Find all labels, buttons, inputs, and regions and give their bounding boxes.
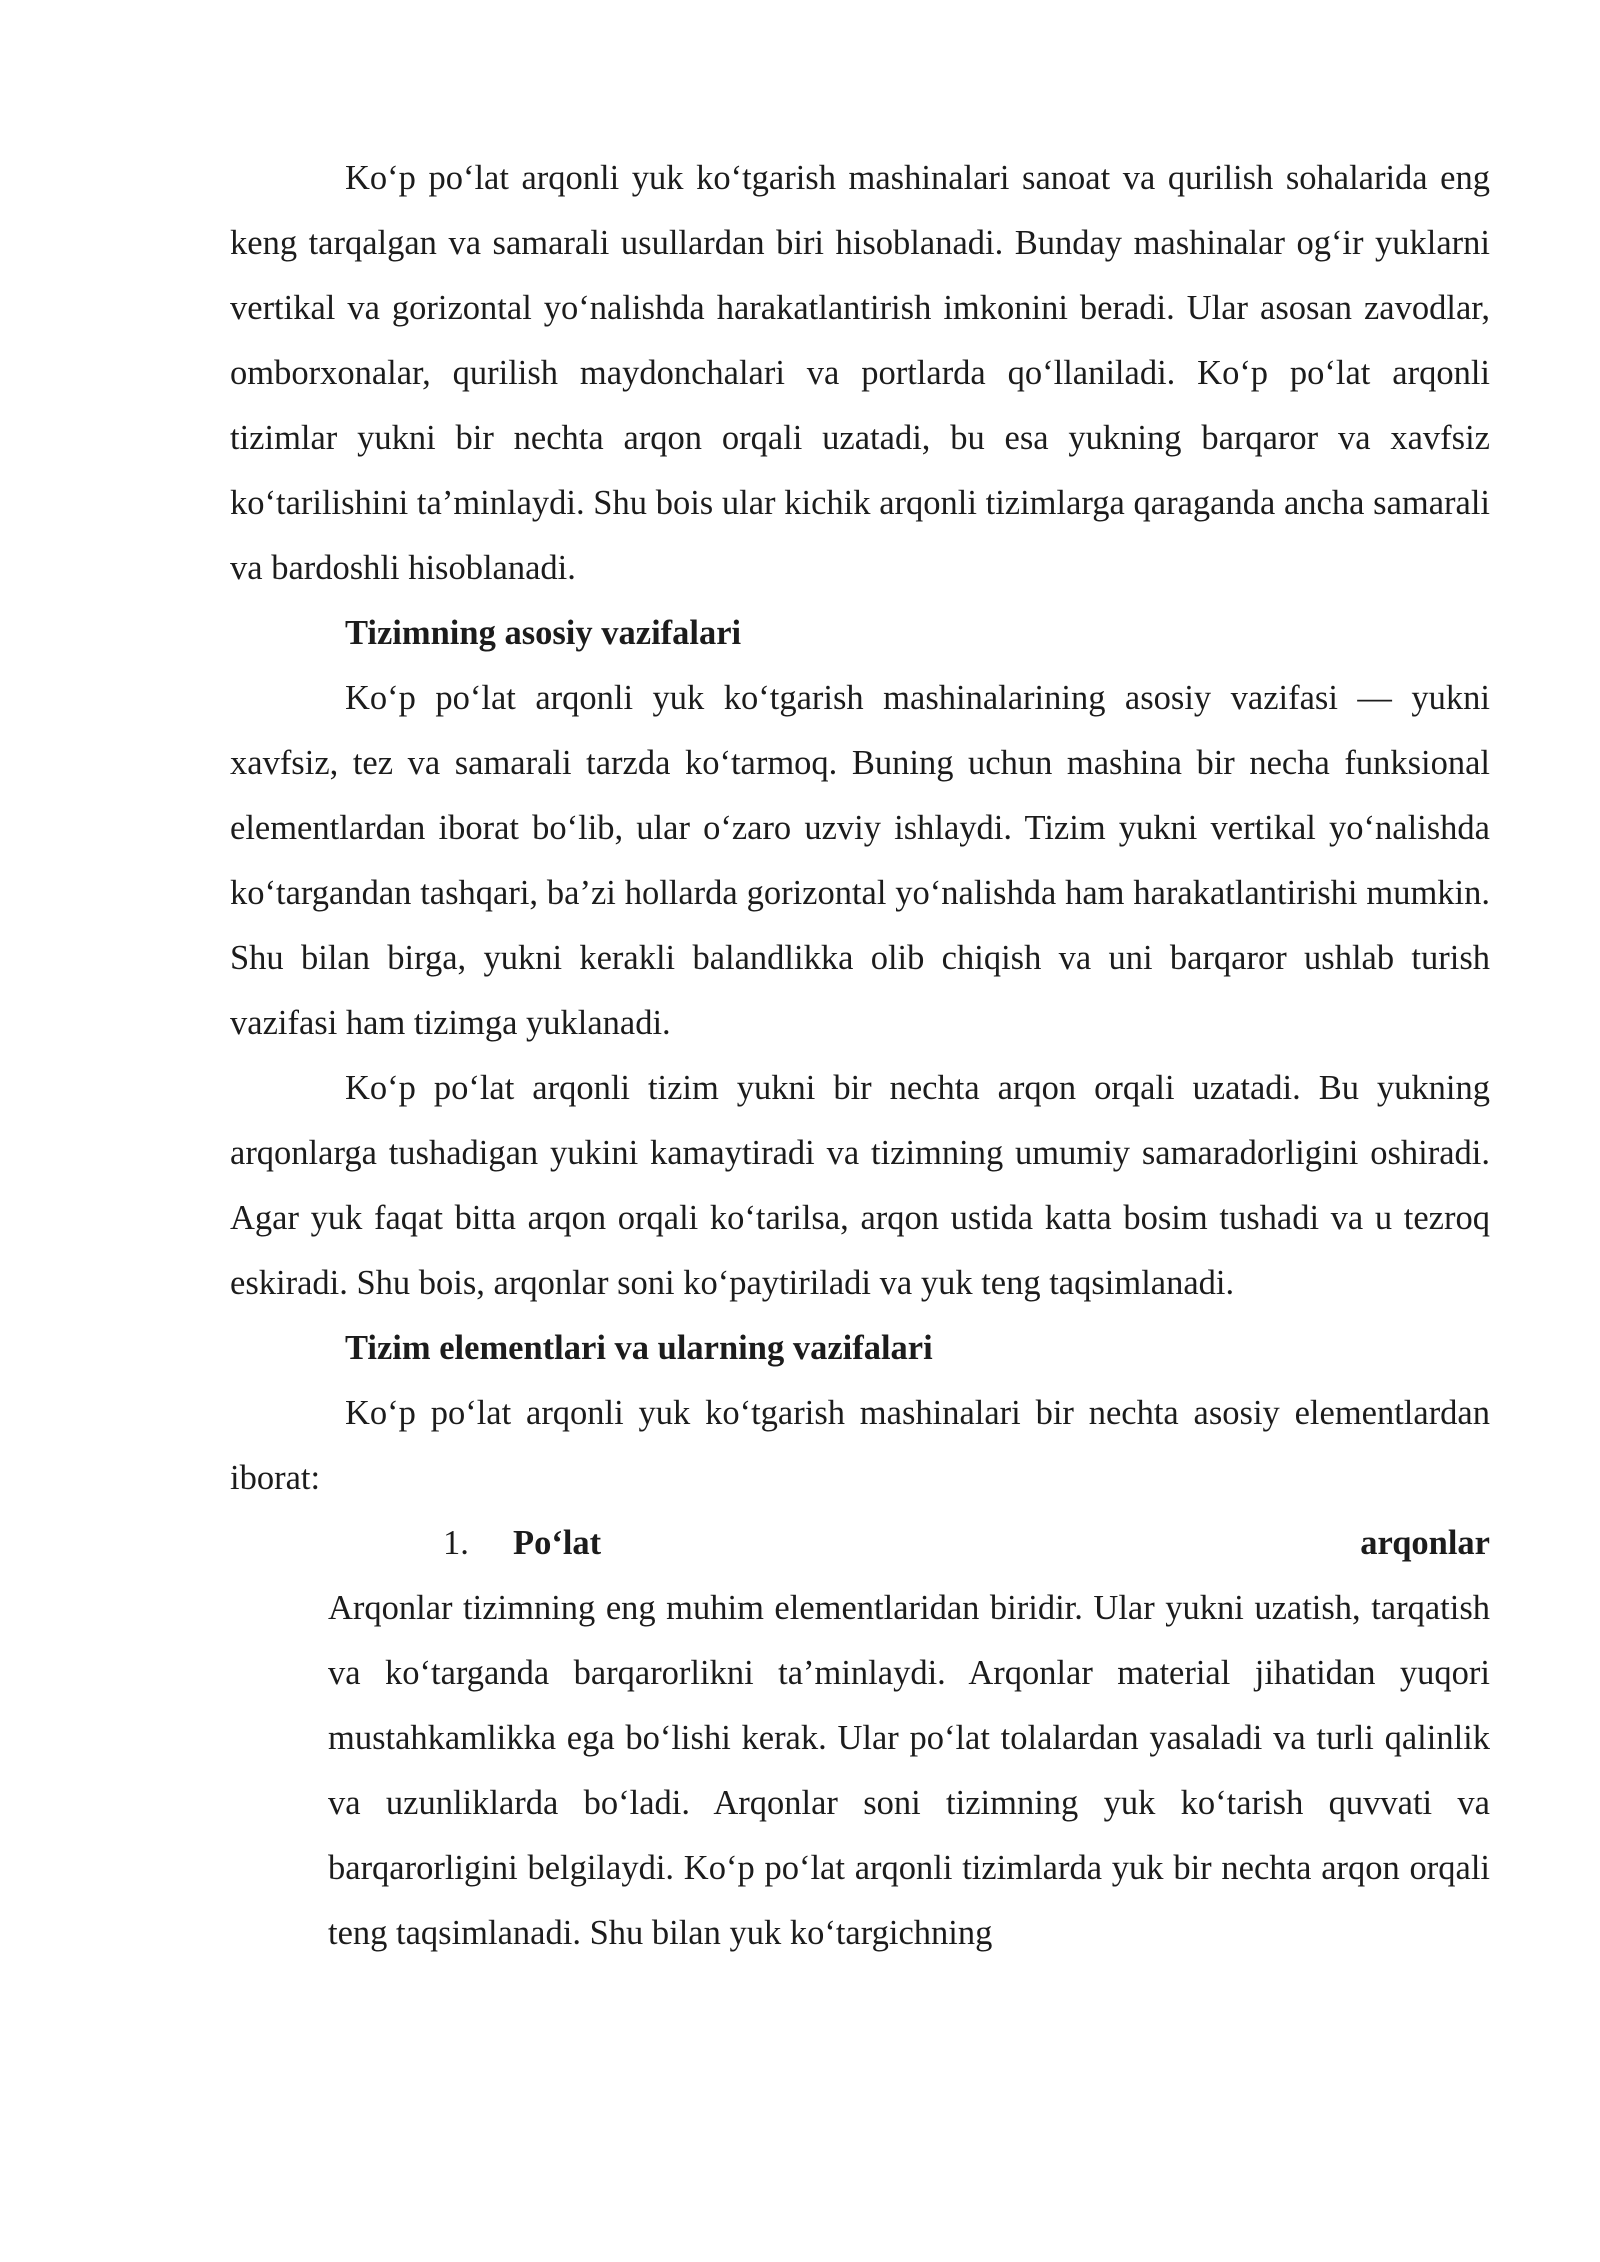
heading-main-functions: Tizimning asosiy vazifalari — [345, 614, 742, 652]
paragraph-rope-distribution: Ko‘p po‘lat arqonli tizim yukni bir nechta arqon orqali uzatadi. Bu yukning arqonlarga tushadigan yukini kamaytiradi va tizimning umumiy samaradorligini oshiradi. Agar yuk faqat bitta arqon orqali ko‘tarilsa, arqon ustida katta bosim tushadi va u tezroq eskiradi. Shu bois, arqonlar soni ko‘paytiriladi va yuk teng taqsimlanadi. — [230, 1069, 1490, 1302]
list-item-number: 1. — [443, 1524, 469, 1562]
list-item-heading — [230, 1511, 1490, 1576]
list-item-title-second: arqonlar — [1360, 1524, 1490, 1562]
heading-system-elements: Tizim elementlari va ularning vazifalari — [345, 1329, 933, 1367]
paragraph-intro: Ko‘p po‘lat arqonli yuk ko‘tgarish mashinalari sanoat va qurilish sohalarida eng keng tarqalgan va samarali usullardan biri hisoblanadi. Bunday mashinalar og‘ir yuklarni vertikal va gorizontal yo‘nalishda harakatlantirish imkonini beradi. Ular asosan zavodlar, omborxonalar, qurilish maydonchalari va portlarda qo‘llaniladi. Ko‘p po‘lat arqonli tizimlar yukni bir nechta arqon orqali uzatadi, bu esa yukning barqaror va xavfsiz ko‘tarilishini ta’minlaydi. Shu bois ular kichik arqonli tizimlarga qaraganda ancha samarali va bardoshli hisoblanadi. — [230, 159, 1490, 587]
paragraph-main-function: Ko‘p po‘lat arqonli yuk ko‘tgarish mashinalarining asosiy vazifasi — yukni xavfsiz, tez va samarali tarzda ko‘tarmoq. Buning uchun mashina bir necha funksional elementlardan iborat bo‘lib, ular o‘zaro uzviy ishlaydi. Tizim yukni vertikal yo‘nalishda ko‘targandan tashqari, ba’zi hollarda gorizontal yo‘nalishda ham harakatlantirishi mumkin. Shu bilan birga, yukni kerakli balandlikka olib chiqish va uni barqaror ushlab turish vazifasi ham tizimga yuklanadi. — [230, 679, 1490, 1042]
document-page — [230, 146, 1490, 1966]
list-item-body: Arqonlar tizimning eng muhim elementlaridan biridir. Ular yukni uzatish, tarqatish va ko‘targanda barqarorlikni ta’minlaydi. Arqonlar material jihatidan yuqori mustahkamlikka ega bo‘lishi kerak. Ular po‘lat tolalardan yasaladi va turli qalinlik va uzunliklarda bo‘ladi. Arqonlar soni tizimning yuk ko‘tarish quvvati va barqarorligini belgilaydi. Ko‘p po‘lat arqonli tizimlarda yuk bir nechta arqon orqali teng taqsimlanadi. Shu bilan yuk ko‘targichning — [328, 1589, 1490, 1952]
paragraph-elements-intro: Ko‘p po‘lat arqonli yuk ko‘tgarish mashinalari bir nechta asosiy elementlardan iborat: — [230, 1394, 1490, 1497]
list-item-title-first: Po‘lat — [513, 1524, 602, 1562]
